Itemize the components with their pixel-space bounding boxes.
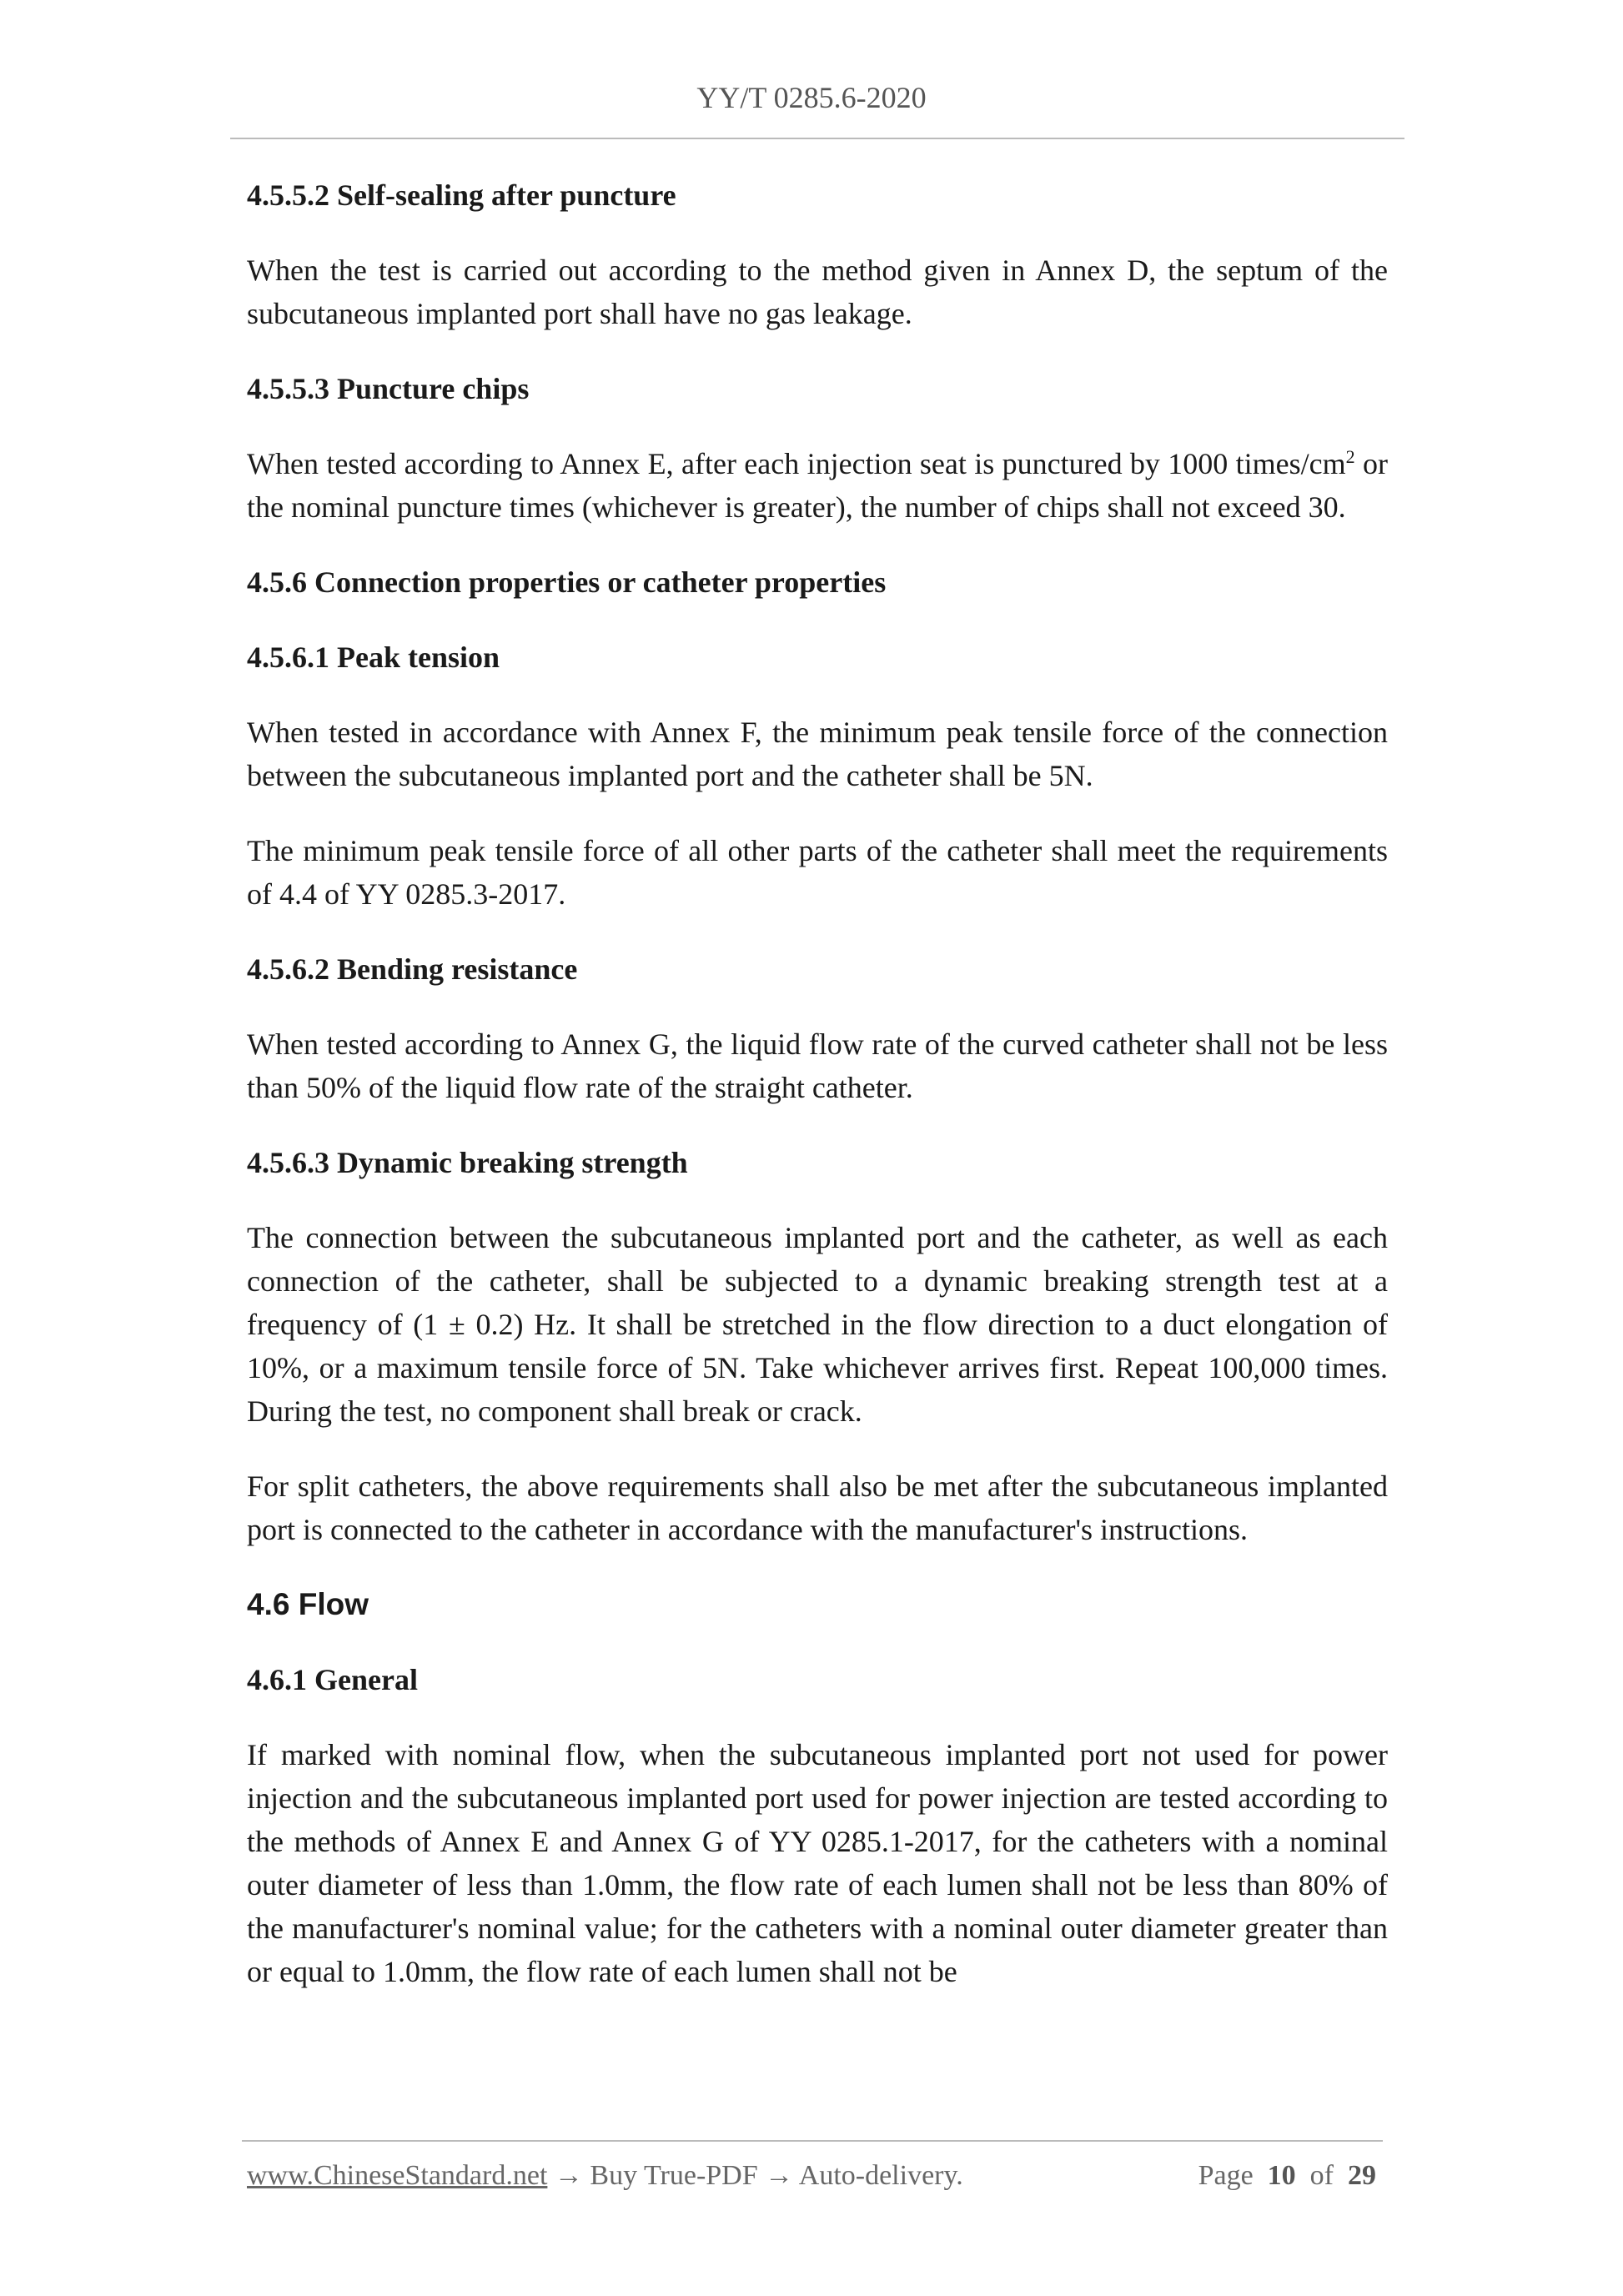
footer-left (247, 2160, 963, 2192)
section-heading: 4.5.5.3 Puncture chips (247, 372, 530, 405)
paragraph: If marked with nominal flow, when the subcutaneous implanted port not used for power injection and the subcutaneous implanted port used for power injection are tested according to the methods of Annex E and Annex G of YY 0285.1-2017, for the catheters with a nominal outer diameter of less than 1.0mm, the flow rate of each lumen shall not be less than 80% of the manufacturer's nominal value; for the catheters with a nominal outer diameter greater than or equal to 1.0mm, the flow rate of each lumen shall not be (247, 1738, 1388, 1988)
superscript: 2 (1345, 446, 1355, 467)
section-heading: 4.5.6.1 Peak tension (247, 641, 500, 674)
paragraph: When tested according to Annex G, the liquid flow rate of the curved catheter shall not be less than 50% of the liquid flow rate of the straight catheter. (247, 1027, 1388, 1104)
section-heading: 4.5.6 Connection properties or catheter properties (247, 565, 887, 599)
site-link[interactable]: www.ChineseStandard.net (247, 2160, 548, 2191)
paragraph: When tested in accordance with Annex F, the minimum peak tensile force of the connection between the subcutaneous implanted port and the catheter shall be 5N. (247, 716, 1388, 792)
footer-divider (242, 2140, 1383, 2142)
section-heading: 4.5.5.2 Self-sealing after puncture (247, 178, 676, 212)
document-body (247, 173, 1388, 2025)
paragraph: The minimum peak tensile force of all other parts of the catheter shall meet the requirements of 4.4 of YY 0285.3-2017. (247, 834, 1388, 911)
paragraph: For split catheters, the above requirements shall also be met after the subcutaneous implanted port is connected to the catheter in accordance with the manufacturer's instructions. (247, 1470, 1388, 1546)
paragraph: The connection between the subcutaneous implanted port and the catheter, as well as each connection of the catheter, shall be subjected to a dynamic breaking strength test at a frequency of (1 ± 0.2) Hz. It shall be stretched in the flow direction to a duct elongation of 10%, or a maximum tensile force of 5N. Take whichever arrives first. Repeat 100,000 times. During the test, no component shall break or crack. (247, 1221, 1388, 1428)
paragraph-text: When tested according to Annex E, after each injection seat is punctured by 1000 times/cm (247, 447, 1346, 480)
document-header: YY/T 0285.6-2020 (696, 81, 927, 114)
section-heading: 4.5.6.2 Bending resistance (247, 952, 578, 986)
paragraph: When the test is carried out according to the method given in Annex D, the septum of the subcutaneous implanted port shall have no gas leakage. (247, 254, 1388, 330)
paragraph-text: or the nominal puncture times (whichever is greater), the number of chips shall not exceed 30. (247, 447, 1388, 524)
promo-text: → Buy True-PDF → Auto-delivery. (547, 2160, 963, 2191)
section-heading: 4.6.1 General (247, 1663, 418, 1696)
section-heading: 4.5.6.3 Dynamic breaking strength (247, 1146, 688, 1179)
paragraph (247, 442, 1388, 529)
section-heading: 4.6 Flow (247, 1587, 369, 1621)
header-divider (230, 138, 1404, 139)
page-number: Page 10 of 29 (1198, 2160, 1376, 2191)
